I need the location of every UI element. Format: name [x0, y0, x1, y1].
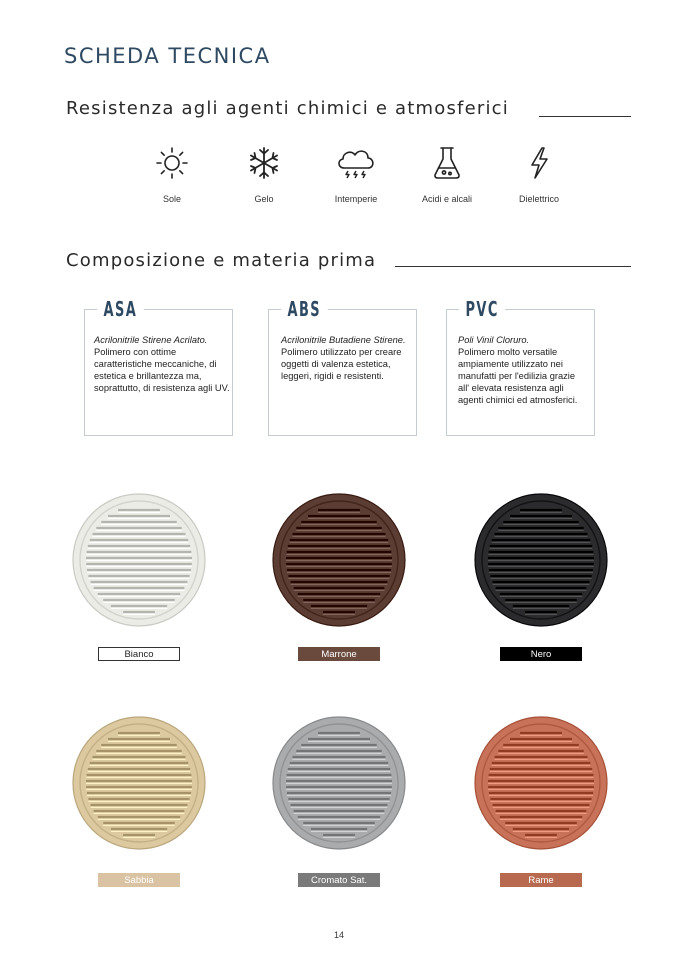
color-label: Cromato Sat. [298, 873, 380, 887]
material-text [458, 334, 583, 406]
grille-swatch-nero [473, 492, 609, 628]
material-description: Polimero con ottime caratteristiche meccaniche, di estetica e brillantezza ma, soprattutto, di resistenza agli UV. [94, 347, 230, 393]
resistance-item-gelo [219, 146, 309, 204]
resistance-label-sole: Sole [162, 194, 181, 204]
material-card-asa [84, 297, 233, 436]
page-number: 14 [333, 930, 344, 940]
resistance-heading-rule [539, 116, 631, 117]
material-text [281, 334, 409, 382]
material-name: Poli Vinil Cloruro. [458, 335, 530, 345]
color-label: Nero [500, 647, 582, 661]
color-label: Marrone [298, 647, 380, 661]
material-description: Polimero utilizzato per creare oggetti di valenza estetica, leggeri, rigidi e resistenti. [281, 347, 402, 381]
grille-swatch-sabbia [71, 715, 207, 851]
material-card-abs [268, 297, 417, 436]
grille-swatch-bianco [71, 492, 207, 628]
resistance-item-dielettrico [494, 146, 584, 204]
material-code: ASA [97, 297, 144, 321]
color-label: Bianco [98, 647, 180, 661]
resistance-label-gelo: Gelo [254, 194, 274, 204]
sun-icon [155, 146, 189, 180]
grille-swatch-rame [473, 715, 609, 851]
material-name: Acrilonitrile Stirene Acrilato. [94, 335, 208, 345]
snowflake-icon [247, 146, 281, 180]
grille-swatch-marrone [271, 492, 407, 628]
material-code: PVC [459, 297, 505, 321]
grille-swatch-cromato-sat [271, 715, 407, 851]
storm-cloud-icon [334, 146, 378, 180]
resistance-heading: Resistenza agli agenti chimici e atmosferici [66, 98, 509, 119]
material-card-pvc [446, 297, 595, 436]
lightning-icon [522, 146, 556, 180]
resistance-item-acidi [402, 146, 492, 204]
resistance-label-acidi: Acidi e alcali [421, 194, 473, 204]
resistance-label-intemperie: Intemperie [334, 194, 378, 204]
composition-heading-rule [395, 266, 631, 267]
resistance-item-sole [127, 146, 217, 204]
material-description: Polimero molto versatile ampiamente utilizzato nei manufatti per l'edilizia grazie all' elevata resistenza agli agenti chimici ed atmosferici. [458, 347, 578, 405]
resistance-label-dielettrico: Dielettrico [518, 194, 559, 204]
color-label: Rame [500, 873, 582, 887]
resistance-item-intemperie [311, 146, 401, 204]
material-code: ABS [281, 297, 328, 321]
material-name: Acrilonitrile Butadiene Stirene. [281, 335, 406, 345]
color-label: Sabbia [98, 873, 180, 887]
composition-heading: Composizione e materia prima [66, 250, 377, 271]
material-text [94, 334, 232, 394]
flask-icon [430, 146, 464, 180]
page-title: SCHEDA TECNICA [64, 44, 271, 68]
